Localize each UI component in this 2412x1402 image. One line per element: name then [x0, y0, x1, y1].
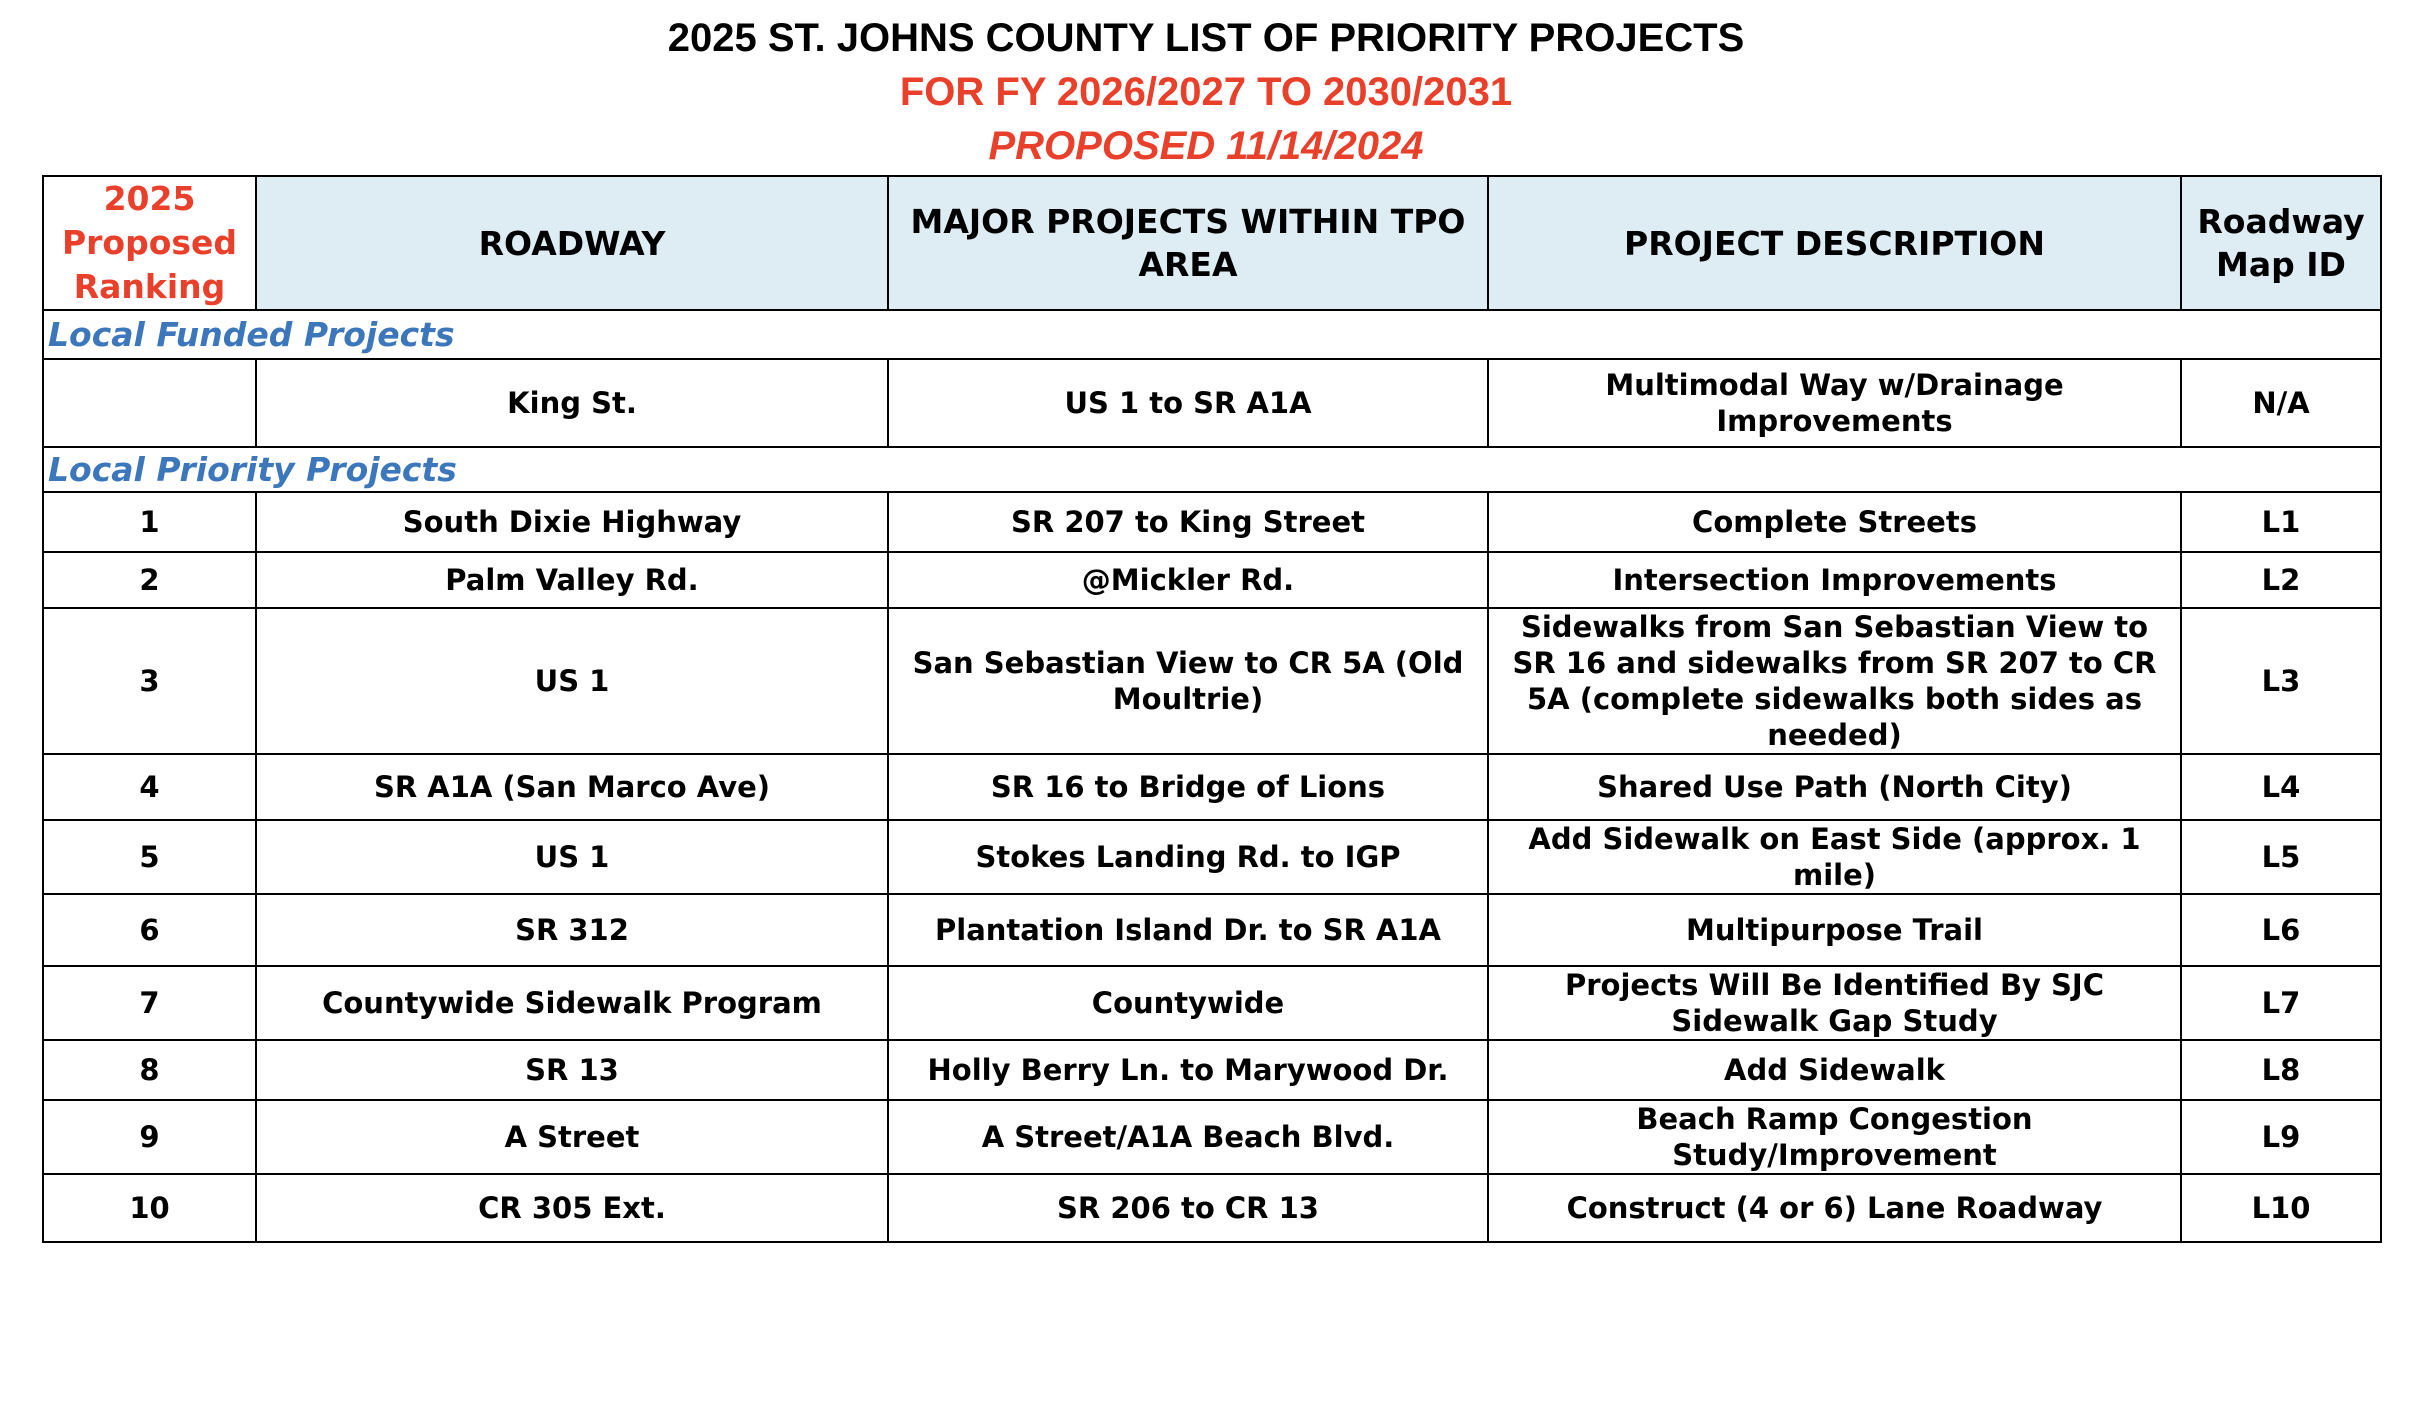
cell-limits: SR 207 to King Street: [888, 492, 1488, 552]
cell-roadway: US 1: [256, 608, 888, 754]
cell-limits: Holly Berry Ln. to Marywood Dr.: [888, 1040, 1488, 1100]
column-header-description: PROJECT DESCRIPTION: [1488, 176, 2181, 310]
cell-description: Multimodal Way w/Drainage Improvements: [1488, 359, 2181, 447]
section-row-priority: [43, 447, 2381, 492]
table-row: [43, 1100, 2381, 1174]
column-header-roadway: ROADWAY: [256, 176, 888, 310]
column-header-map-id: Roadway Map ID: [2181, 176, 2381, 310]
cell-roadway: Countywide Sidewalk Program: [256, 966, 888, 1040]
cell-map-id: L7: [2181, 966, 2381, 1040]
table-row: [43, 966, 2381, 1040]
cell-map-id: L6: [2181, 894, 2381, 966]
section-row-funded: [43, 310, 2381, 359]
cell-rank: 7: [43, 966, 256, 1040]
cell-limits: San Sebastian View to CR 5A (Old Moultrie): [888, 608, 1488, 754]
cell-roadway: US 1: [256, 820, 888, 894]
cell-rank: [43, 359, 256, 447]
cell-description: Add Sidewalk: [1488, 1040, 2181, 1100]
cell-map-id: L10: [2181, 1174, 2381, 1242]
cell-rank: 4: [43, 754, 256, 820]
cell-map-id: L9: [2181, 1100, 2381, 1174]
cell-rank: 5: [43, 820, 256, 894]
column-header-major-projects: MAJOR PROJECTS WITHIN TPO AREA: [888, 176, 1488, 310]
cell-limits: SR 16 to Bridge of Lions: [888, 754, 1488, 820]
priority-projects-table: [42, 175, 2382, 1243]
cell-limits: Countywide: [888, 966, 1488, 1040]
cell-rank: 9: [43, 1100, 256, 1174]
cell-map-id: L8: [2181, 1040, 2381, 1100]
cell-map-id: N/A: [2181, 359, 2381, 447]
cell-map-id: L5: [2181, 820, 2381, 894]
table-row: [43, 1040, 2381, 1100]
cell-roadway: Palm Valley Rd.: [256, 552, 888, 608]
cell-description: Shared Use Path (North City): [1488, 754, 2181, 820]
cell-limits: Plantation Island Dr. to SR A1A: [888, 894, 1488, 966]
cell-map-id: L4: [2181, 754, 2381, 820]
cell-description: Projects Will Be Identified By SJC Sidewalk Gap Study: [1488, 966, 2181, 1040]
cell-map-id: L2: [2181, 552, 2381, 608]
cell-description: Complete Streets: [1488, 492, 2181, 552]
table-row: [43, 608, 2381, 754]
table-row: [43, 359, 2381, 447]
cell-limits: A Street/A1A Beach Blvd.: [888, 1100, 1488, 1174]
cell-roadway: SR 312: [256, 894, 888, 966]
cell-rank: 6: [43, 894, 256, 966]
table-row: [43, 894, 2381, 966]
cell-roadway: SR A1A (San Marco Ave): [256, 754, 888, 820]
cell-rank: 10: [43, 1174, 256, 1242]
cell-rank: 8: [43, 1040, 256, 1100]
cell-description: Beach Ramp Congestion Study/Improvement: [1488, 1100, 2181, 1174]
table-row: [43, 552, 2381, 608]
proposed-date: PROPOSED 11/14/2024: [988, 124, 1424, 168]
cell-description: Intersection Improvements: [1488, 552, 2181, 608]
table-row: [43, 754, 2381, 820]
section-label-funded: Local Funded Projects: [43, 310, 2381, 359]
cell-description: Multipurpose Trail: [1488, 894, 2181, 966]
cell-rank: 2: [43, 552, 256, 608]
table-row: [43, 820, 2381, 894]
cell-roadway: A Street: [256, 1100, 888, 1174]
cell-roadway: CR 305 Ext.: [256, 1174, 888, 1242]
section-label-priority: Local Priority Projects: [43, 447, 2381, 492]
cell-rank: 1: [43, 492, 256, 552]
cell-limits: US 1 to SR A1A: [888, 359, 1488, 447]
cell-roadway: SR 13: [256, 1040, 888, 1100]
table-header-row: [43, 176, 2381, 310]
document-title: 2025 ST. JOHNS COUNTY LIST OF PRIORITY PROJECTS: [667, 16, 1745, 60]
cell-roadway: King St.: [256, 359, 888, 447]
cell-roadway: South Dixie Highway: [256, 492, 888, 552]
cell-limits: Stokes Landing Rd. to IGP: [888, 820, 1488, 894]
cell-limits: @Mickler Rd.: [888, 552, 1488, 608]
cell-description: Sidewalks from San Sebastian View to SR 16 and sidewalks from SR 207 to CR 5A (complete sidewalks both sides as needed): [1488, 608, 2181, 754]
table-row: [43, 492, 2381, 552]
cell-map-id: L1: [2181, 492, 2381, 552]
table-row: [43, 1174, 2381, 1242]
fiscal-year-subtitle: FOR FY 2026/2027 TO 2030/2031: [899, 70, 1513, 114]
cell-map-id: L3: [2181, 608, 2381, 754]
column-header-ranking: 2025 Proposed Ranking: [43, 176, 256, 310]
cell-description: Construct (4 or 6) Lane Roadway: [1488, 1174, 2181, 1242]
cell-rank: 3: [43, 608, 256, 754]
cell-description: Add Sidewalk on East Side (approx. 1 mile): [1488, 820, 2181, 894]
cell-limits: SR 206 to CR 13: [888, 1174, 1488, 1242]
